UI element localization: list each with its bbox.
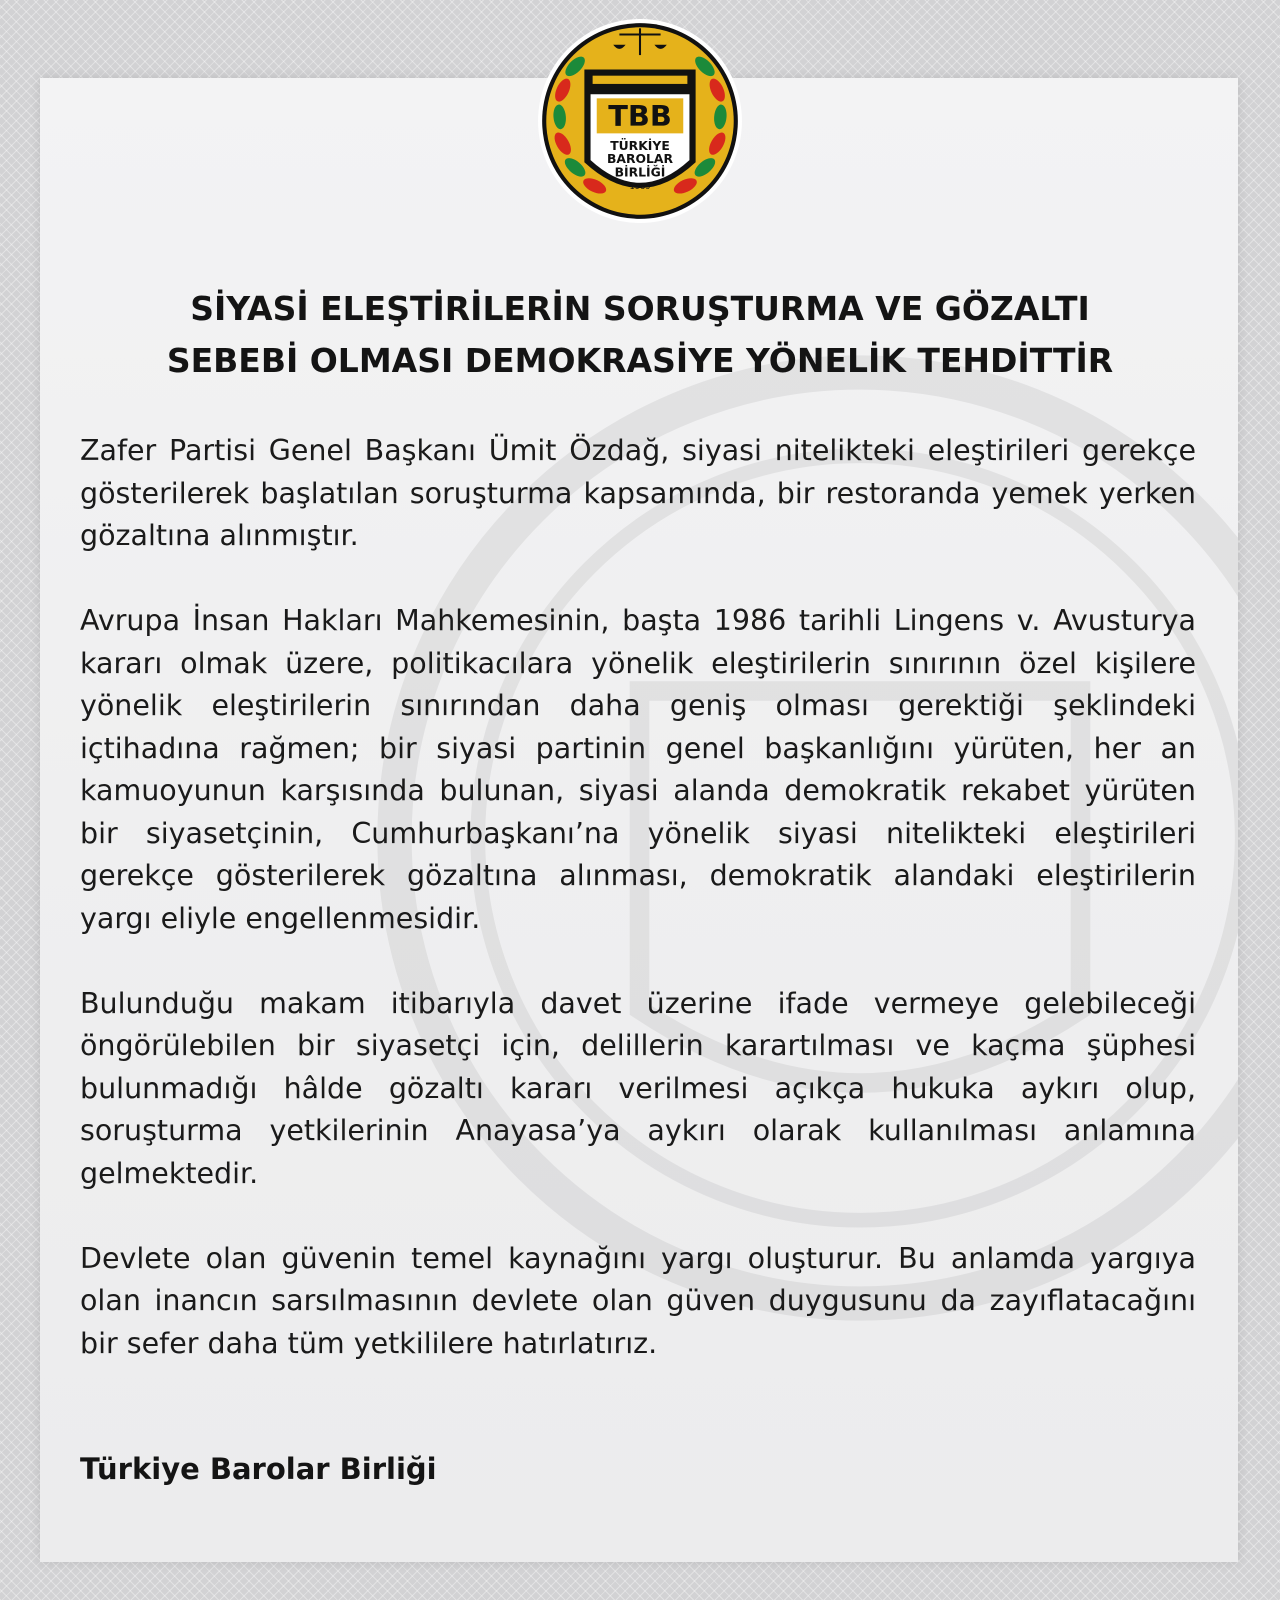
- logo-year: 1969: [629, 180, 651, 191]
- paragraph-3: Bulunduğu makam itibarıyla davet üzerine ifade vermeye gelebileceği öngörülebilen bir siyasetçi için, delillerin karartılması ve kaçma şüphesi bulunmadığı hâlde gözaltı kararı verilmesi açıkça hukuka aykırı olup, soruşturma yetkilerinin Anayasa’ya aykırı olarak kullanılması anlamına gelmektedir.: [80, 986, 1196, 1190]
- statement-body: [80, 430, 1196, 1408]
- title-line-1: SİYASİ ELEŞTİRİLERİN SORUŞTURMA VE GÖZALTI: [190, 289, 1090, 328]
- paragraph-1: Zafer Partisi Genel Başkanı Ümit Özdağ, siyasi nitelikteki eleştirileri gerekçe gösterilerek başlatılan soruşturma kapsamında, bir restoranda yemek yerken gözaltına alınmıştır.: [80, 434, 1196, 552]
- logo-line-3: BİRLİĞİ: [614, 165, 666, 180]
- paragraph-4: Devlete olan güvenin temel kaynağını yargı oluşturur. Bu anlamda yargıya olan inancın sarsılmasının devlete olan güven duygusunu da zayıflatacağını bir sefer daha tüm yetkililere hatırlatırız.: [80, 1241, 1196, 1360]
- logo-line-2: BAROLAR: [607, 152, 673, 167]
- statement-title: [60, 283, 1220, 387]
- paragraph-2: Avrupa İnsan Hakları Mahkemesinin, başta 1986 tarihli Lingens v. Avusturya kararı olmak üzere, politikacılara yönelik eleştirilerin sınırının özel kişilere yönelik eleştirilerin sınırından daha geniş olması gerektiği şeklindeki içtihadına rağmen; bir siyasi partinin genel başkanlığını yürüten, her an kamuoyunun karşısında bulunan, siyasi alanda demokratik rekabet yürüten bir siyasetçinin, Cumhurbaşkanı’na yönelik siyasi nitelikteki eleştirileri gerekçe gösterilerek gözaltına alınması, demokratik alandaki eleştirilerin yargı eliyle engellenmesidir.: [80, 604, 1196, 935]
- signature: Türkiye Barolar Birliği: [80, 1452, 437, 1486]
- tbb-logo: [537, 18, 743, 224]
- title-line-2: SEBEBİ OLMASI DEMOKRASİYE YÖNELİK TEHDİTTİR: [166, 341, 1114, 380]
- tbb-monogram: [597, 98, 684, 133]
- logo-line-1: TÜRKİYE: [610, 138, 670, 153]
- svg-text:TBB: TBB: [608, 99, 672, 134]
